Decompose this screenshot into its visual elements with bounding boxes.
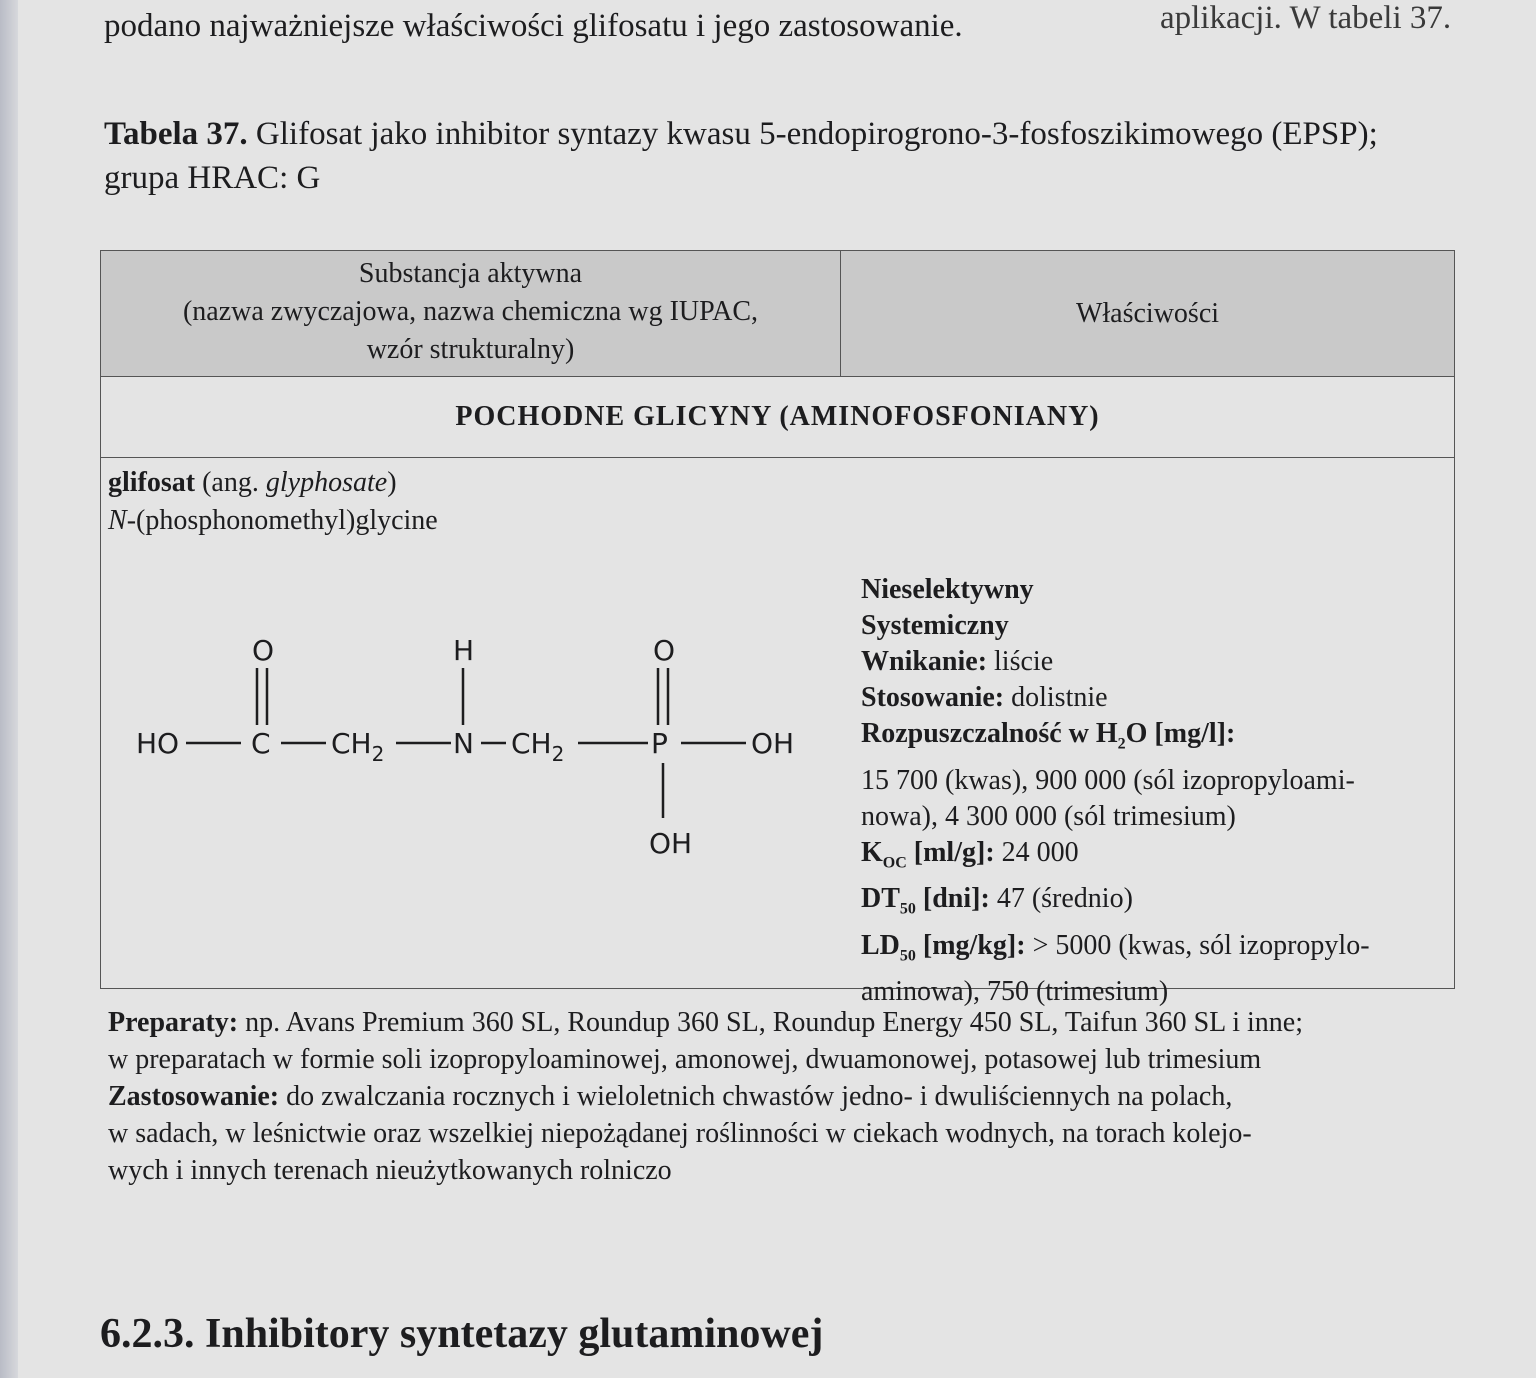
prop-solubility-value-2: nowa), 4 300 000 (sól trimesium): [861, 800, 1236, 832]
english-name: glyphosate: [265, 467, 388, 498]
prop-ld50: $LD_{50}$ [mg/kg]: > 5000 (kwas, sól izopropylo-: [861, 929, 1370, 965]
caption-text: Glifosat jako inhibitor syntazy kwasu 5-endopirogrono-3-fosfoszikimowego (EPSP); grupa HRAC: G: [104, 116, 1378, 196]
zastosowanie-line-3: wych i innych terenach nieużytkowanych rolniczo: [108, 1155, 672, 1186]
header-line-3: wzór strukturalny): [366, 334, 575, 365]
header-properties: Właściwości: [841, 251, 1455, 377]
group-title: POCHODNE GLICYNY (AMINOFOSFONIANY): [101, 377, 1455, 458]
prop-solubility-label: Rozpuszczalność w $H_2O$ [mg/l]:: [861, 718, 1236, 753]
table-caption: [104, 112, 1454, 200]
ang-prefix: (ang.: [202, 467, 259, 498]
prop-selectivity: Nieselektywny: [861, 574, 1034, 605]
ho-label: HO: [136, 727, 180, 760]
o-label-1: O: [252, 634, 275, 667]
iupac-prefix: N: [108, 505, 127, 536]
section-heading: 6.2.3. Inhibitory syntetazy glutaminowej: [100, 1311, 824, 1357]
prop-solubility-value-1: 15 700 (kwas), 900 000 (sól izopropyloami-: [861, 764, 1355, 796]
glyphosate-table: [100, 250, 1455, 1186]
c-label: C: [251, 727, 271, 760]
common-name: glifosat: [108, 467, 196, 498]
iupac-name: -(phosphonomethyl)glycine: [126, 505, 438, 536]
header-substance: [101, 251, 841, 377]
preparaty-line-1: Preparaty: np. Avans Premium 360 SL, Roundup 360 SL, Roundup Energy 450 SL, Taifun 360 SL i inne;: [108, 1007, 1303, 1038]
h-label: H: [453, 634, 475, 667]
prop-uptake: Wnikanie: liście: [861, 646, 1054, 677]
ch2-label-b: $CH_2$: [511, 727, 565, 766]
zastosowanie-line-1: Zastosowanie: do zwalczania rocznych i wieloletnich chwastów jedno- i dwuliściennych na polach,: [108, 1081, 1233, 1112]
ang-suffix: ): [387, 467, 397, 498]
usage-block: [108, 1004, 1438, 1189]
structural-formula: [121, 628, 821, 898]
preparaty-line-2: w preparatach w formie soli izopropyloaminowej, amonowej, dwuamonowej, potasowej lub trimesium: [108, 1044, 1262, 1075]
o-label-2: O: [653, 634, 676, 667]
caption-label: Tabela 37.: [104, 116, 248, 152]
p-label: P: [651, 727, 668, 760]
page-edge: [0, 0, 18, 1378]
header-line-1: Substancja aktywna: [358, 258, 583, 289]
oh-right-label: OH: [751, 727, 795, 760]
n-label: N: [453, 727, 474, 760]
zastosowanie-line-2: w sadach, w leśnictwie oraz wszelkiej niepożądanej roślinności w ciekach wodnych, na torach kolejo-: [108, 1118, 1252, 1149]
substance-name: [108, 464, 438, 540]
oh-bottom-label: OH: [649, 827, 693, 860]
properties-list: [861, 572, 1441, 1010]
group-row: [101, 377, 1455, 458]
substance-row: [101, 458, 1455, 989]
prop-dt50: $DT_{50}$ [dni]: 47 (średnio): [861, 883, 1133, 918]
intro-text: podano najważniejsze właściwości glifosatu i jego zastosowanie.: [104, 8, 963, 44]
header-line-2: (nazwa zwyczajowa, nazwa chemiczna wg IUPAC,: [182, 296, 759, 327]
table-header-row: [101, 251, 1455, 377]
prop-koc: $K_{OC}$ [ml/g]: 24 000: [861, 836, 1079, 872]
ch2-label-a: $CH_2$: [331, 727, 385, 766]
intro-partial-line: aplikacji. W tabeli 37.: [1160, 0, 1452, 36]
prop-application: Stosowanie: dolistnie: [861, 682, 1108, 713]
substance-cell: [101, 458, 1455, 1186]
prop-ld50-cont: aminowa), 750 (trimesium): [861, 976, 1169, 1008]
prop-systemic: Systemiczny: [861, 610, 1009, 641]
